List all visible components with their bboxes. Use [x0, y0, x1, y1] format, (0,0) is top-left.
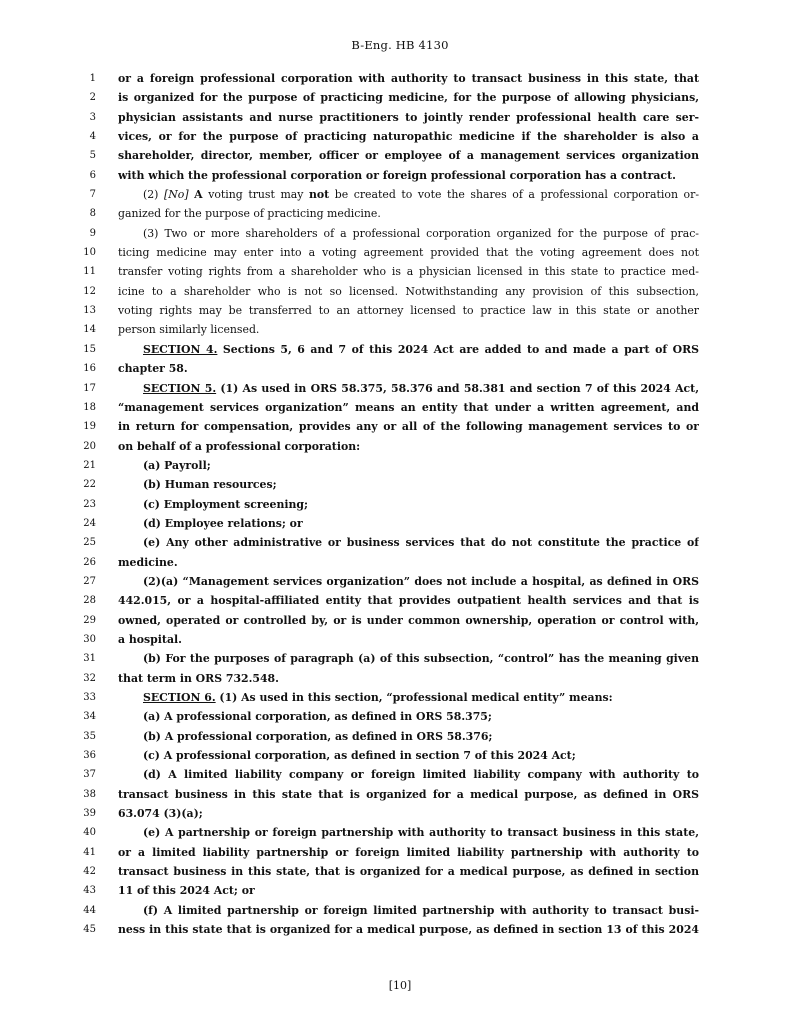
line-number: 27 [83, 575, 96, 587]
line-number: 15 [83, 343, 96, 355]
line-text [143, 340, 699, 359]
document-line [0, 88, 800, 107]
document-line [0, 862, 800, 881]
document-line [0, 224, 800, 243]
line-text [143, 823, 699, 842]
line-number: 33 [83, 692, 96, 703]
text-segment: (c) A professional corporation, as defined in section 7 of this 2024 Act; [143, 749, 576, 763]
line-text [143, 746, 699, 765]
text-segment: (b) Human resources; [143, 478, 277, 492]
document-line [0, 243, 800, 262]
document-line [0, 204, 800, 223]
text-segment: on behalf of a professional corporation: [118, 439, 361, 453]
page-number: [10] [388, 979, 412, 992]
line-text [118, 108, 699, 127]
document-line [0, 166, 800, 185]
document-line [0, 765, 800, 784]
document-line [0, 475, 800, 494]
document-line [0, 688, 800, 707]
line-text [118, 127, 699, 146]
line-text [143, 572, 699, 591]
line-text [118, 88, 699, 107]
line-number: 31 [83, 653, 96, 665]
document-line [0, 669, 800, 688]
line-number: 37 [83, 769, 96, 781]
document-line [0, 785, 800, 804]
line-number: 4 [89, 131, 96, 143]
text-segment: that term in ORS 732.548. [118, 671, 279, 685]
line-text [143, 456, 699, 475]
line-text [118, 262, 699, 281]
line-number: 29 [83, 614, 96, 626]
line-number: 32 [83, 672, 96, 684]
line-number: 41 [83, 846, 96, 858]
text-segment: (a) A professional corporation, as defined in ORS 58.375; [143, 710, 492, 724]
text-segment: (e) Any other administrative or business services that do not constitute the practice of [143, 536, 699, 550]
document-line [0, 591, 800, 610]
document-line [0, 707, 800, 726]
document-line [0, 456, 800, 475]
text-segment: 11 of this 2024 Act; or [118, 884, 255, 898]
text-segment: A [194, 188, 203, 202]
line-text [118, 243, 699, 262]
section-heading: SECTION 5. [143, 381, 217, 395]
document-line [0, 823, 800, 842]
line-number: 24 [83, 517, 96, 529]
text-segment: (f) A limited partnership or foreign limited partnership with authority to transact busi- [143, 903, 699, 917]
line-text [118, 553, 699, 572]
line-number: 11 [83, 266, 96, 278]
document-line [0, 630, 800, 649]
text-segment: 442.015, or a hospital-affiliated entity that provides outpatient health services and that is [118, 594, 699, 608]
document-line [0, 437, 800, 456]
line-text [143, 475, 699, 494]
document-line [0, 495, 800, 514]
line-text [143, 901, 699, 920]
document-line [0, 533, 800, 552]
text-segment: voting trust may [202, 188, 309, 202]
text-segment: is organized for the purpose of practicing medicine, for the purpose of allowing physicians, [118, 91, 699, 105]
document-line [0, 262, 800, 281]
text-segment: vices, or for the purpose of practicing naturopathic medicine if the shareholder is also a [118, 130, 699, 144]
document-line [0, 901, 800, 920]
line-number: 28 [83, 595, 96, 607]
text-segment: chapter 58. [118, 362, 188, 376]
line-text [118, 166, 699, 185]
line-text [143, 224, 699, 243]
text-segment: (d) Employee relations; or [143, 516, 303, 530]
line-number: 10 [83, 247, 96, 259]
line-text [118, 320, 699, 339]
section-heading: SECTION 6. [143, 691, 216, 704]
line-text [118, 398, 699, 417]
line-number: 26 [83, 556, 96, 568]
line-text [143, 514, 699, 533]
document-line [0, 282, 800, 301]
line-number: 12 [83, 285, 96, 297]
line-text [118, 669, 699, 688]
text-segment: owned, operated or controlled by, or is under common ownership, operation or control with, [118, 613, 699, 627]
document-line [0, 920, 800, 939]
line-text [143, 688, 699, 707]
text-segment: ness in this state that is organized for a medical purpose, as defined in section 13 of this 2024 [118, 923, 699, 937]
line-text [143, 707, 699, 726]
text-segment: ganized for the purpose of practicing medicine. [118, 207, 381, 221]
line-text [118, 437, 699, 456]
line-number: 3 [89, 111, 96, 123]
text-segment: ticing medicine may enter into a voting agreement provided that the voting agreement does not [118, 246, 699, 260]
line-number: 19 [83, 421, 96, 433]
line-text [118, 359, 699, 378]
line-text [118, 591, 699, 610]
line-text [118, 69, 699, 88]
text-segment: [No] [164, 188, 189, 202]
text-segment: icine to a shareholder who is not so licensed. Notwithstanding any provision of this subsection, [118, 284, 699, 298]
line-number: 5 [89, 150, 96, 162]
line-number: 13 [83, 305, 96, 317]
line-text [143, 533, 699, 552]
text-segment: or a limited liability partnership or foreign limited liability partnership with authority to [118, 845, 699, 859]
document-line [0, 108, 800, 127]
text-segment: in return for compensation, provides any or all of the following management services to or [118, 420, 699, 434]
text-segment: or a foreign professional corporation with authority to transact business in this state, that [118, 72, 699, 85]
line-number: 23 [83, 498, 96, 510]
line-text [118, 630, 699, 649]
line-number: 6 [89, 169, 96, 181]
text-segment: Sections 5, 6 and 7 of this 2024 Act are added to and made a part of ORS [217, 342, 699, 356]
document-line [0, 572, 800, 591]
text-segment: (a) Payroll; [143, 458, 211, 472]
line-text [143, 379, 699, 398]
document-line [0, 514, 800, 533]
text-segment: transfer voting rights from a shareholder who is a physician licensed in this state to practice med- [118, 265, 699, 279]
page-header: B-Eng. HB 4130 [351, 38, 449, 52]
document-line [0, 746, 800, 765]
text-segment: transact business in this state that is organized for a medical purpose, as defined in ORS [118, 787, 699, 801]
document-line [0, 340, 800, 359]
line-text [143, 765, 699, 784]
text-segment: (1) As used in this section, “professional medical entity” means: [215, 691, 613, 704]
line-number: 30 [83, 633, 96, 645]
text-segment: (2)(a) “Management services organization” does not include a hospital, as defined in ORS [143, 574, 699, 588]
document-line [0, 727, 800, 746]
line-number: 42 [83, 866, 96, 878]
text-segment: shareholder, director, member, officer or employee of a management services organization [118, 149, 699, 163]
document-line [0, 881, 800, 900]
line-number: 9 [89, 227, 96, 239]
line-number: 34 [83, 711, 96, 723]
document-line [0, 553, 800, 572]
text-segment: not [308, 188, 330, 202]
line-text [118, 417, 699, 436]
line-text [118, 862, 699, 881]
line-number: 40 [83, 827, 96, 839]
line-text [143, 495, 699, 514]
line-text [143, 185, 699, 204]
line-text [118, 843, 699, 862]
text-segment: voting rights may be transferred to an attorney licensed to practice law in this state or another [118, 304, 699, 318]
line-text [143, 727, 699, 746]
document-line [0, 379, 800, 398]
line-text [118, 146, 699, 165]
document-line [0, 146, 800, 165]
text-segment: (3) Two or more shareholders of a professional corporation organized for the purpose of prac- [143, 226, 699, 240]
line-text [118, 204, 699, 223]
line-text [118, 881, 699, 900]
text-segment: (c) Employment screening; [143, 497, 309, 511]
document-body [0, 69, 800, 939]
text-segment: with which the professional corporation or foreign professional corporation has a contract. [118, 168, 676, 182]
text-segment: (2) [143, 188, 164, 202]
section-heading: SECTION 4. [143, 342, 218, 356]
text-segment: physician assistants and nurse practitioners to jointly render professional health care ser- [118, 110, 699, 124]
line-text [118, 301, 699, 320]
line-number: 20 [83, 440, 96, 452]
line-number: 17 [83, 382, 96, 394]
text-segment: (b) For the purposes of paragraph (a) of this subsection, “control” has the meaning given [143, 652, 699, 666]
line-number: 44 [83, 904, 96, 916]
line-number: 1 [89, 73, 96, 84]
line-number: 16 [83, 363, 96, 375]
document-line [0, 185, 800, 204]
line-number: 14 [83, 324, 96, 336]
line-text [143, 649, 699, 668]
line-number: 38 [83, 788, 96, 800]
text-segment: (d) A limited liability company or foreign limited liability company with authority to [143, 768, 699, 782]
document-line [0, 649, 800, 668]
line-text [118, 920, 699, 939]
line-number: 18 [83, 401, 96, 413]
text-segment: a hospital. [118, 632, 182, 646]
line-number: 36 [83, 750, 96, 762]
document-line [0, 69, 800, 88]
line-number: 22 [83, 479, 96, 491]
document-line [0, 398, 800, 417]
line-number: 21 [83, 459, 96, 471]
line-number: 2 [89, 92, 96, 104]
line-text [118, 785, 699, 804]
line-text [118, 282, 699, 301]
text-segment: medicine. [118, 555, 178, 569]
document-line [0, 611, 800, 630]
text-segment: “management services organization” means an entity that under a written agreement, and [118, 400, 699, 414]
line-text [118, 804, 699, 823]
line-number: 25 [83, 537, 96, 549]
document-line [0, 804, 800, 823]
text-segment: be created to vote the shares of a professional corporation or- [329, 188, 699, 202]
text-segment: transact business in this state, that is organized for a medical purpose, as defined in section [118, 865, 699, 879]
document-line [0, 301, 800, 320]
document-line [0, 843, 800, 862]
line-text [118, 611, 699, 630]
line-number: 39 [83, 808, 96, 820]
text-segment: person similarly licensed. [118, 323, 260, 337]
text-segment: (b) A professional corporation, as defined in ORS 58.376; [143, 729, 493, 743]
document-line [0, 417, 800, 436]
line-number: 43 [83, 885, 96, 897]
line-number: 45 [83, 924, 96, 936]
line-number: 7 [89, 189, 96, 201]
line-number: 35 [83, 730, 96, 742]
document-line [0, 127, 800, 146]
text-segment: (1) As used in ORS 58.375, 58.376 and 58.381 and section 7 of this 2024 Act, [216, 381, 699, 395]
text-segment: 63.074 (3)(a); [118, 807, 203, 821]
text-segment: (e) A partnership or foreign partnership with authority to transact business in this state, [143, 826, 699, 840]
document-line [0, 320, 800, 339]
line-number: 8 [89, 208, 96, 220]
document-line [0, 359, 800, 378]
